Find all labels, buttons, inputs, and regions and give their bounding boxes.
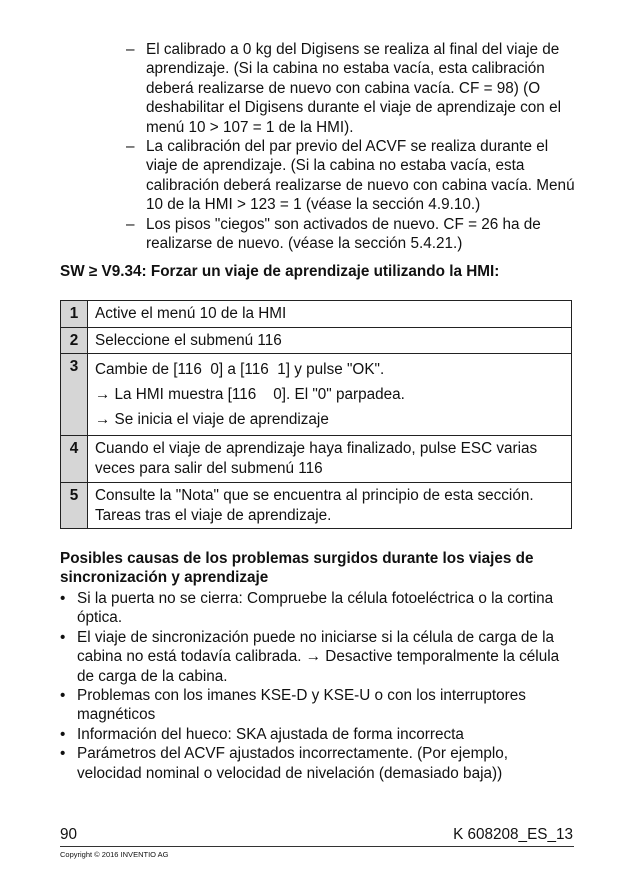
- step-text: [88, 354, 572, 436]
- section-heading: SW ≥ V9.34: Forzar un viaje de aprendizaje utilizando la HMI:: [60, 263, 500, 280]
- list-item: [60, 725, 575, 744]
- step-text: [88, 483, 572, 529]
- copyright-notice: Copyright © 2016 INVENTIO AG: [60, 850, 169, 859]
- list-item-text: El calibrado a 0 kg del Digisens se realiza al final del viaje de aprendizaje. (Si la cabina no estaba vacía, esta calibración deberá realizarse de nuevo con cabina vacía. CF = 98) (O deshabilitar el Digisens durante el viaje de aprendizaje con el menú 10 > 107 = 1 de la HMI).: [146, 41, 561, 136]
- list-item: [126, 40, 581, 137]
- bullet-marker: •: [60, 745, 66, 763]
- dash-list: [126, 40, 581, 253]
- step-line: Cuando el viaje de aprendizaje haya finalizado, pulse ESC varias veces para salir del submenú 116: [95, 440, 538, 477]
- footer-divider: [60, 846, 574, 847]
- table-row: [61, 354, 572, 436]
- table-row: [61, 301, 572, 328]
- step-number: 1: [61, 301, 88, 328]
- dash-marker: –: [126, 41, 135, 58]
- list-item: [126, 137, 581, 215]
- list-item-text: Si la puerta no se cierra: Compruebe la célula fotoeléctrica o la cortina óptica.: [77, 590, 554, 627]
- bullet-marker: •: [60, 687, 66, 705]
- step-line: Active el menú 10 de la HMI: [95, 305, 287, 322]
- list-item-text: Los pisos "ciegos" son activados de nuevo. CF = 26 ha de realizarse de nuevo. (véase la sección 5.4.21.): [146, 215, 541, 253]
- step-line: Consulte la "Nota" que se encuentra al principio de esta sección. Tareas tras el viaje de aprendizaje.: [95, 487, 534, 524]
- dash-marker: –: [126, 138, 135, 156]
- step-number: 4: [61, 436, 88, 483]
- document-id: K 608208_ES_13: [453, 826, 573, 843]
- table-row: [61, 483, 572, 529]
- step-line: Seleccione el submenú 116: [95, 331, 282, 349]
- page-number: 90: [60, 826, 78, 843]
- step-text: [88, 301, 572, 328]
- list-item: [60, 589, 575, 628]
- steps-table: [60, 300, 572, 529]
- step-number: 2: [61, 327, 88, 354]
- list-item: [60, 744, 575, 783]
- step-number: 3: [61, 354, 88, 436]
- step-line: Cambie de [116 0] a [116 1] y pulse "OK".: [95, 361, 385, 379]
- list-item-text: Información del hueco: SKA ajustada de forma incorrecta: [77, 725, 464, 743]
- bullet-marker: •: [60, 628, 66, 646]
- dash-marker: –: [126, 215, 135, 233]
- step-text: [88, 436, 572, 483]
- list-item: [60, 628, 575, 686]
- causes-heading: Posibles causas de los problemas surgidos durante los viajes de sincronización y aprendizaje: [60, 550, 534, 586]
- step-text: [88, 327, 572, 354]
- list-item: [60, 686, 575, 725]
- list-item-text: El viaje de sincronización puede no iniciarse si la célula de carga de la cabina no está todavía calibrada. → Desactive temporalmente la célula de carga de la cabina.: [77, 628, 560, 685]
- bullet-marker: •: [60, 590, 66, 607]
- step-number: 5: [61, 483, 88, 529]
- table-row: [61, 327, 572, 354]
- list-item-text: Problemas con los imanes KSE-D y KSE-U o con los interruptores magnéticos: [77, 687, 526, 724]
- causes-list: [60, 589, 575, 783]
- list-item-text: Parámetros del ACVF ajustados incorrectamente. (Por ejemplo, velocidad nominal o velocidad de nivelación (demasiado baja)): [77, 745, 509, 782]
- list-item-text: La calibración del par previo del ACVF se realiza durante el viaje de aprendizaje. (Si la cabina no estaba vacía, esta calibración deberá realizarse de nuevo con cabina vacía. Menú 10 de la HMI > 123 = 1 (véase la sección 4.9.10.): [146, 138, 575, 214]
- table-row: [61, 436, 572, 483]
- bullet-marker: •: [60, 725, 66, 743]
- step-line: → Se inicia el viaje de aprendizaje: [95, 411, 329, 429]
- list-item: [126, 215, 581, 254]
- step-line: → La HMI muestra [116 0]. El "0" parpadea.: [95, 386, 405, 404]
